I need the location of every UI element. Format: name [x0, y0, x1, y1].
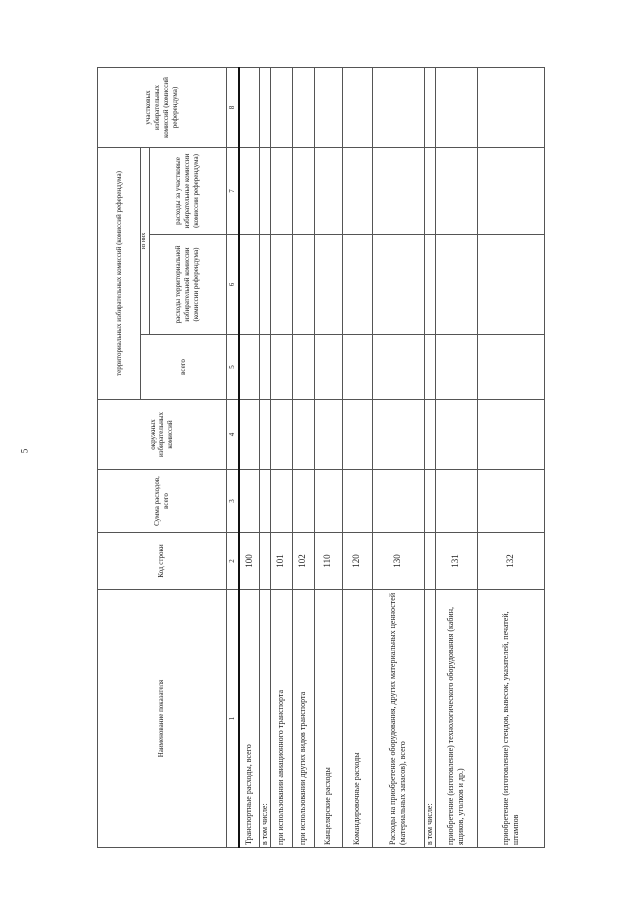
value-cell [239, 335, 259, 400]
row-code: 100 [239, 533, 259, 590]
value-cell [270, 147, 292, 234]
value-cell [314, 335, 342, 400]
table-row [270, 67, 292, 847]
value-cell [270, 335, 292, 400]
value-cell [372, 147, 424, 234]
row-name: Канцелярские расходы [314, 590, 342, 848]
value-cell [477, 400, 544, 470]
value-cell [424, 400, 435, 470]
value-cell [270, 235, 292, 335]
value-cell [239, 400, 259, 470]
row-name: Расходы на приобретение оборудования, других материальных ценностей (материальных запасов), всего [372, 590, 424, 848]
value-cell [259, 67, 270, 147]
value-cell [259, 147, 270, 234]
value-cell [372, 67, 424, 147]
value-cell [270, 400, 292, 470]
value-cell [435, 235, 477, 335]
header-territorial-group: территориальных избирательных комиссий (комиссий референдума) [98, 147, 141, 399]
value-cell [259, 335, 270, 400]
value-cell [435, 400, 477, 470]
value-cell [239, 67, 259, 147]
row-name: в том числе: [424, 590, 435, 848]
expense-table-rotated [97, 68, 542, 848]
column-number: 1 [226, 590, 239, 848]
row-code: 130 [372, 533, 424, 590]
value-cell [372, 470, 424, 533]
table-row [424, 67, 435, 847]
value-cell [342, 470, 372, 533]
table-row [477, 67, 544, 847]
row-code: 120 [342, 533, 372, 590]
value-cell [424, 235, 435, 335]
value-cell [292, 147, 314, 234]
value-cell [342, 335, 372, 400]
value-cell [314, 235, 342, 335]
header-name: Наименование показателя [98, 590, 227, 848]
page-number: 5 [19, 448, 30, 454]
value-cell [342, 67, 372, 147]
column-number: 8 [226, 67, 239, 147]
row-name: приобретение (изготовление) стендов, вывесок, указателей, печатей, штампов [477, 590, 544, 848]
header-code: Код строки [98, 533, 227, 590]
header-district: окружных избирательных комиссий [98, 400, 227, 470]
table-row [239, 67, 259, 847]
value-cell [477, 335, 544, 400]
value-cell [259, 235, 270, 335]
table-row [342, 67, 372, 847]
value-cell [239, 235, 259, 335]
value-cell [342, 400, 372, 470]
value-cell [314, 67, 342, 147]
value-cell [292, 470, 314, 533]
table-row [259, 67, 270, 847]
value-cell [372, 235, 424, 335]
value-cell [435, 335, 477, 400]
row-name: при использовании других видов транспорта [292, 590, 314, 848]
row-name: в том числе: [259, 590, 270, 848]
value-cell [270, 67, 292, 147]
value-cell [259, 470, 270, 533]
row-code [259, 533, 270, 590]
column-number: 3 [226, 470, 239, 533]
value-cell [292, 235, 314, 335]
value-cell [477, 67, 544, 147]
value-cell [435, 147, 477, 234]
header-of-them: из них [141, 147, 150, 334]
column-number: 4 [226, 400, 239, 470]
value-cell [342, 235, 372, 335]
row-code: 132 [477, 533, 544, 590]
value-cell [435, 470, 477, 533]
value-cell [259, 400, 270, 470]
row-code: 131 [435, 533, 477, 590]
row-code [424, 533, 435, 590]
column-number: 6 [226, 235, 239, 335]
row-code: 110 [314, 533, 342, 590]
value-cell [292, 67, 314, 147]
row-name: приобретение (изготовление) технологического оборудования (кабин, ящиков, уголков и др.) [435, 590, 477, 848]
table-row [372, 67, 424, 847]
column-number: 7 [226, 147, 239, 234]
column-number: 2 [226, 533, 239, 590]
value-cell [314, 147, 342, 234]
expense-table [97, 67, 545, 848]
table-row [314, 67, 342, 847]
value-cell [372, 400, 424, 470]
value-cell [424, 335, 435, 400]
column-number: 5 [226, 335, 239, 400]
value-cell [477, 470, 544, 533]
header-territorial-own: расходы территориальной избирательной комиссии (комиссии референдума) [149, 235, 226, 335]
value-cell [292, 400, 314, 470]
row-name: при использовании авиационного транспорта [270, 590, 292, 848]
value-cell [342, 147, 372, 234]
row-code: 101 [270, 533, 292, 590]
header-precinct: участковых избирательных комиссий (комиссий референдума) [98, 67, 227, 147]
value-cell [314, 400, 342, 470]
row-name: Командировочные расходы [342, 590, 372, 848]
value-cell [292, 335, 314, 400]
value-cell [270, 470, 292, 533]
value-cell [239, 147, 259, 234]
value-cell [424, 147, 435, 234]
value-cell [424, 67, 435, 147]
header-total: Сумма расходов, всего [98, 470, 227, 533]
value-cell [435, 67, 477, 147]
table-row [435, 67, 477, 847]
row-name: Транспортные расходы, всего [239, 590, 259, 848]
header-territorial-precinct: расходы за участковые избирательные комиссии (комиссии референдума) [149, 147, 226, 234]
value-cell [239, 470, 259, 533]
value-cell [372, 335, 424, 400]
value-cell [477, 235, 544, 335]
value-cell [424, 470, 435, 533]
header-territorial-total: всего [141, 335, 227, 400]
value-cell [477, 147, 544, 234]
row-code: 102 [292, 533, 314, 590]
value-cell [314, 470, 342, 533]
table-row [292, 67, 314, 847]
